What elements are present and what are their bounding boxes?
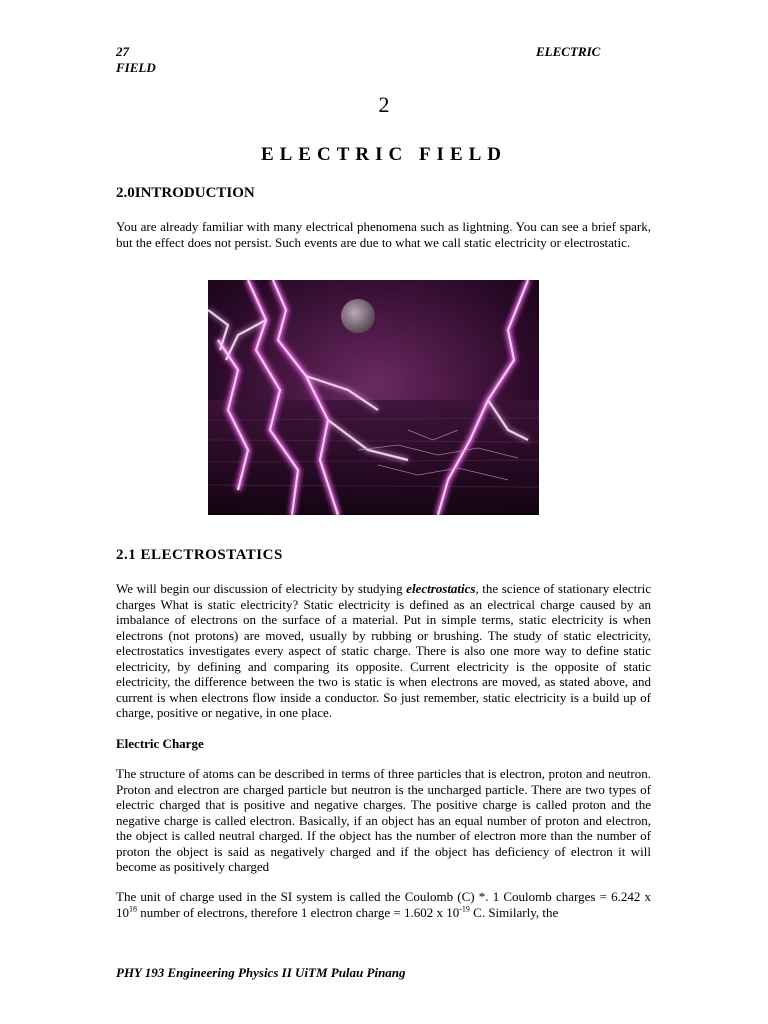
chapter-number: 2 xyxy=(378,92,390,117)
chapter-title: ELECTRIC FIELD xyxy=(260,144,508,165)
page-footer: PHY 193 Engineering Physics II UiTM Pulau Pinang xyxy=(116,965,406,980)
intro-paragraph: You are already familiar with many electrical phenomena such as lightning. You can see a brief spark, but the effect does not persist. Such events are due to what we call static electricity or electrostatic. xyxy=(116,219,651,250)
header-running-title-continued: FIELD xyxy=(116,60,156,75)
coulomb-text-b: number of electrons, therefore 1 electron charge = 1.602 x 10 xyxy=(137,904,460,920)
lightning-illustration xyxy=(208,280,539,515)
electric-charge-paragraph: The structure of atoms can be described in terms of three particles that is electron, proton and neutron. Proton and electron are charged particle but neutron is the uncharged particle. There are two types of electric charged that is positive and negative charges. The positive charge is called proton and the negative charge is called electron. Basically, if an object has an equal number of proton and electron, the object is called neutral charged. If the object has the number of electron more than the number of proton the object is said as negatively charged and if the object has deficiency of electron it will become as positively charged xyxy=(116,766,651,874)
section-heading-introduction: 2.0INTRODUCTION xyxy=(116,185,255,201)
electrostatics-text-start: We will begin our discussion of electricity by studying xyxy=(116,581,407,596)
moon-graphic xyxy=(341,299,375,333)
header-running-title: ELECTRIC xyxy=(536,44,601,59)
coulomb-paragraph xyxy=(116,889,651,920)
electrostatics-text-rest: , the science of stationary electric charges What is static electricity? Static electricity is defined as an electrical charge caused by an imbalance of electrons on the surface of a material. Put in simple terms, static electricity is when electrons (not protons) are moved, usually by rubbing or brushing. The study of static electricity, electrostatics investigates every aspect of static charge. There is also one more way to define static electricity, by defining and comparing its opposite. Current electricity is the opposite of static electricity, the difference between the two is static is when electrons are moved, as stated above, and current is when electrons flow inside a conductor. So just remember, static electricity is a build up of charge, positive or negative, in one place. xyxy=(116,581,651,720)
coulomb-text-a: The unit of charge used in the SI system is called the Coulomb (C) *. 1 Coulomb charges = 6.242 x 10 xyxy=(116,889,651,920)
section-heading-electrostatics: 2.1 ELECTROSTATICS xyxy=(116,547,283,563)
subheading-electric-charge: Electric Charge xyxy=(116,736,204,751)
exponent-18: 18 xyxy=(129,904,137,914)
exponent-minus-19: -19 xyxy=(459,904,470,914)
electrostatics-term: electrostatics xyxy=(406,581,476,596)
header-page-number: 27 xyxy=(116,44,129,59)
electrostatics-paragraph xyxy=(116,581,651,721)
lightning-photo xyxy=(208,280,539,515)
coulomb-text-c: C. Similarly, the xyxy=(469,904,559,920)
